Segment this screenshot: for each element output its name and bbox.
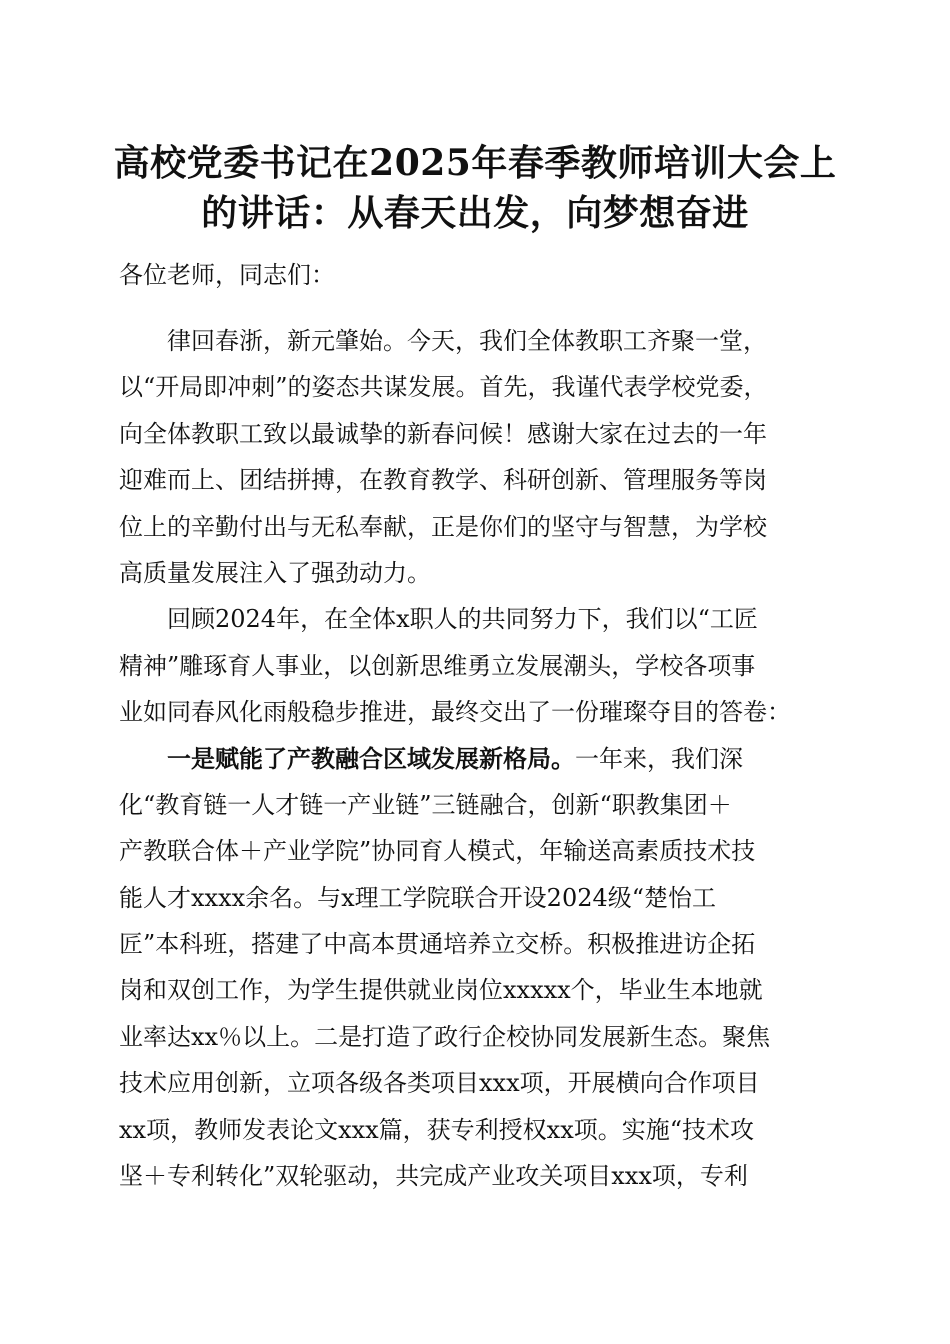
paragraph-line: 岗和双创工作，为学生提供就业岗位xxxxx个，毕业生本地就 [119,976,763,1005]
title-line-1: 高校党委书记在2025年春季教师培训大会上 [113,142,837,184]
paragraph-line: 匠”本科班，搭建了中高本贯通培养立交桥。积极推进访企拓 [119,930,756,959]
paragraph-line [119,736,839,782]
paragraph-line: 回顾2024年，在全体x职人的共同努力下，我们以“工匠 [167,605,758,634]
document-title [100,138,850,238]
paragraph-line: 精神”雕琢育人事业，以创新思维勇立发展潮头，学校各项事 [119,651,756,680]
paragraph-line: xx项，教师发表论文xxx篇，获专利授权xx项。实施“技术攻 [119,1115,755,1144]
document-body [119,318,839,1199]
paragraph-line: 技术应用创新，立项各级各类项目xxx项，开展横向合作项目 [119,1069,760,1098]
section-heading: 一是赋能了产教融合区域发展新格局。 [167,743,575,773]
paragraph-line: 能人才xxxx余名。与x理工学院联合开设2024级“楚怡工 [119,883,717,912]
paragraph-text: 一年来，我们深 [575,744,743,773]
title-line-2: 的讲话：从春天出发，向梦想奋进 [201,192,749,234]
salutation: 各位老师，同志们： [119,261,335,289]
paragraph-line: 向全体教职工致以最诚挚的新春问候！感谢大家在过去的一年 [119,419,767,448]
paragraph-line: 高质量发展注入了强劲动力。 [119,558,431,587]
paragraph-line: 迎难而上、团结拼搏，在教育教学、科研创新、管理服务等岗 [119,466,767,495]
paragraph-line: 业如同春风化雨般稳步推进，最终交出了一份璀璨夺目的答卷： [119,698,791,727]
paragraph-line: 化“教育链一人才链一产业链”三链融合，创新“职教集团＋ [119,790,732,819]
paragraph-line: 律回春浙，新元肇始。今天，我们全体教职工齐聚一堂， [167,327,767,355]
paragraph-line: 以“开局即冲刺”的姿态共谋发展。首先，我谨代表学校党委， [119,373,768,402]
paragraph-line: 产教联合体＋产业学院”协同育人模式，年输送高素质技术技 [119,837,756,866]
paragraph-line: 坚＋专利转化”双轮驱动，共完成产业攻关项目xxx项，专利 [119,1162,748,1191]
paragraph-line: 位上的辛勤付出与无私奉献，正是你们的坚守与智慧，为学校 [119,512,767,541]
paragraph-line: 业率达xx％以上。二是打造了政行企校协同发展新生态。聚焦 [119,1022,771,1051]
